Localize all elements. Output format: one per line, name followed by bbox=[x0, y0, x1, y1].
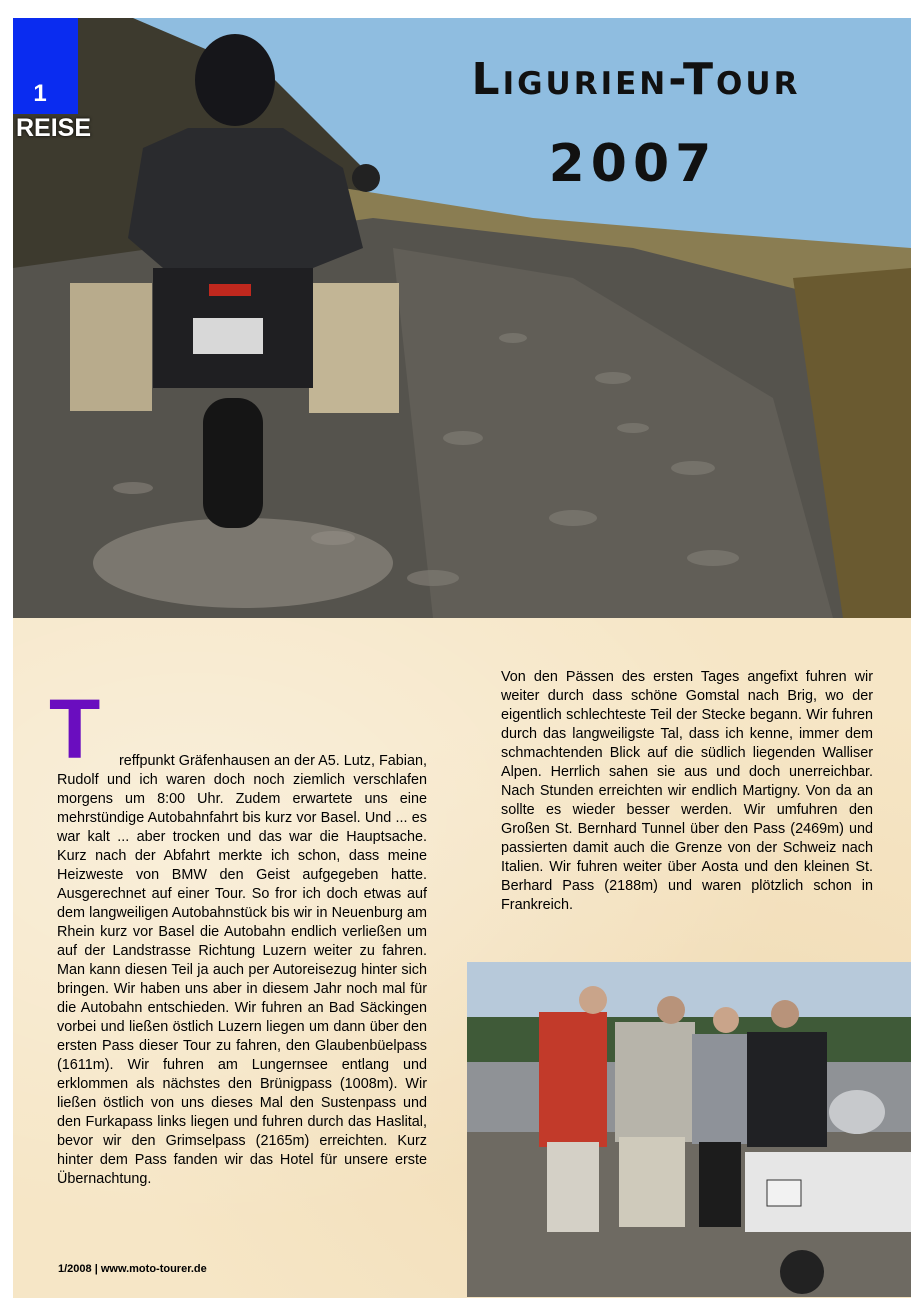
issue-category: REISE bbox=[16, 114, 92, 142]
page-footer: 1/2008 | www.moto-tourer.de bbox=[58, 1263, 207, 1275]
dropcap-spacer bbox=[57, 696, 427, 752]
riders-group-image bbox=[467, 962, 911, 1297]
motorcycle-gravel-road-image bbox=[13, 18, 911, 618]
dropcap-letter: T bbox=[49, 682, 101, 776]
article-title: Ligurien-Tour bbox=[471, 54, 801, 105]
group-photo bbox=[467, 962, 911, 1297]
article-left-column bbox=[49, 682, 427, 1189]
issue-number: 1 bbox=[33, 80, 47, 107]
hero-photo bbox=[13, 18, 911, 618]
article-year: 2007 bbox=[548, 134, 718, 194]
left-column-text: reffpunkt Gräfenhausen an der A5. Lutz, Fabian, Rudolf und ich waren doch noch ziemlich verschlafen morgens um 8:00 Uhr. Zudem erwartete uns eine mehrstündige Autobahnfahrt bis kurz vor Basel. Und ... es war kalt ... aber trocken und das war die Hauptsache. Kurz nach der Abfahrt merkte ich schon, dass meine Heizweste von BMW den Geist aufgegeben hatte. Ausgerechnet auf einer Tour. So fror ich doch etwas auf dem langweiligen Autobahnstück bis wir in Neuenburg am Rhein kurz vor Basel die Autobahn endlich verließen um auf der Landstrasse Richtung Luzern weiter zu fahren. Man kann diesen Teil ja auch per Autoreisezug hinter sich bringen. Wir haben uns aber in diesem Jahr noch mal für die Autobahn entschieden. Wir fuhren an Bad Säckingen vorbei und ließen östlich Luzern liegen um dann über den ersten Pass dieser Tour zu fahren, den Glaubenbüelpass (1611m). Wir fuhren am Lungernsee entlang und erklommen als nächstes den Brünigpass (1008m). Wir ließen östlich von uns dieses Mal den Sustenpass und den Furkapass links liegen und fuhren durch das Haslital, bevor wir den Grimselpass (2165m) erreichten. Kurz hinter dem Pass fanden wir das Hotel für unsere erste Übernachtung. bbox=[57, 753, 427, 1187]
article-right-column: Von den Pässen des ersten Tages angefixt fuhren wir weiter durch dass schöne Gomstal nach Brig, wo der eigentlich schlechteste Teil der Stecke begann. Wir fuhren durch das langweiligste Tal, dass ich kenne, immer dem schmachtenden Blick auf die südlich liegenden Walliser Alpen. Herrlich sahen sie aus und doch unerreichbar. Nach Stunden erreichten wir endlich Martigny. Von da an sollte es wieder besser werden. Wir umfuhren den Großen St. Bernhard Tunnel über den Pass (2469m) und passierten damit auch die Grenze von der Schweiz nach Italien. Wir fuhren weiter über Aosta und den kleinen St. Berhard Pass (2188m) und waren plötzlich schon in Frankreich. bbox=[501, 669, 873, 913]
